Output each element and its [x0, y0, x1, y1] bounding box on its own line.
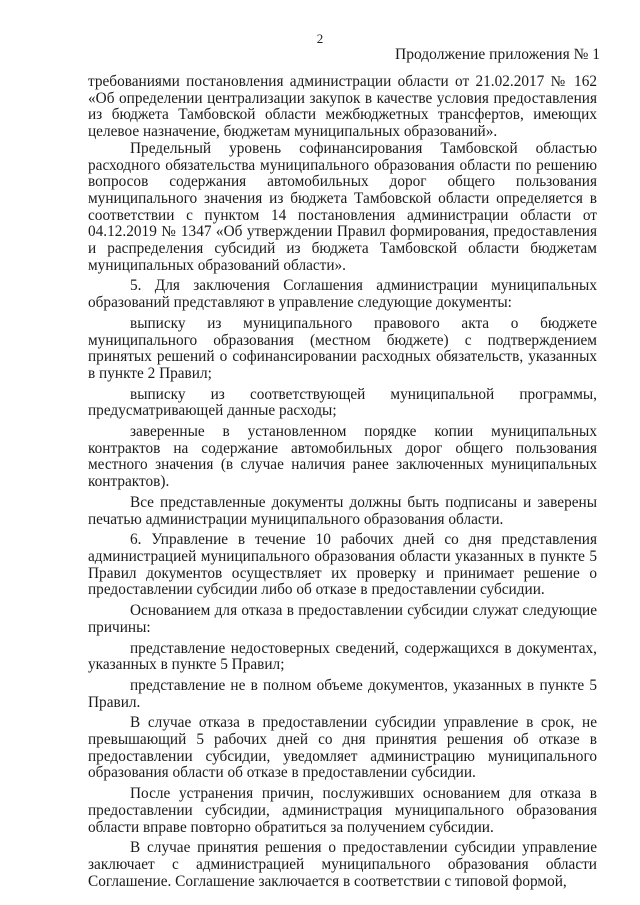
paragraph: Все представленные документы должны быть подписаны и заверены печатью администрации муниципального образования области. [88, 493, 597, 528]
page-number: 2 [316, 31, 324, 46]
paragraph: 6. Управление в течение 10 рабочих дней со дня представления администрацией муниципального образования области указанных в пункте 5 Правил документов осуществляет их проверку и принимает решение о предоставлении субсидии либо об отказе в предоставлении субсидии. [88, 531, 597, 599]
paragraph: требованиями постановления администрации области от 21.02.2017 № 162 «Об определении централизации закупок в качестве условия предоставления из бюджета Тамбовской области межбюджетных трансфертов, имеющих целевое назначение, бюджетам муниципальных образований». [88, 73, 597, 141]
paragraph: В случае принятия решения о предоставлении субсидии управление заключает с администрацией муниципального образования области Соглашение. Соглашение заключается в соответствии с типовой формой, [88, 839, 597, 890]
paragraph: После устранения причин, послуживших основанием для отказа в предоставлении субсидии, администрация муниципального образования области вправе повторно обратиться за получением субсидии. [88, 785, 597, 836]
paragraph: представление не в полном объеме документов, указанных в пункте 5 Правил. [88, 676, 597, 711]
paragraph: 5. Для заключения Соглашения администрации муниципальных образований представляют в управление следующие документы: [88, 277, 597, 312]
paragraph: Предельный уровень софинансирования Тамбовской областью расходного обязательства муниципального образования области по решению вопросов содержания автомобильных дорог общего пользования муниципального значения из бюджета Тамбовской области определяется в соответствии с пунктом 14 постановления администрации области от 04.12.2019 № 1347 «Об утверждении Правил формирования, предоставления и распределения субсидий из бюджета Тамбовской области бюджетам муниципальных образований области». [88, 139, 597, 274]
paragraph: Основанием для отказа в предоставлении субсидии служат следующие причины: [88, 602, 597, 636]
paragraph: В случае отказа в предоставлении субсидии управление в срок, не превышающий 5 рабочих дней со дня принятия решения об отказе в предоставлении субсидии, уведомляет администрацию муниципального образования области об отказе в предоставлении субсидии. [88, 714, 597, 782]
paragraph: выписку из муниципального правового акта о бюджете муниципального образования (местном бюджете) с подтверждением принятых решений о софинансировании расходных обязательств, указанных в пункте 2 Правил; [88, 314, 597, 382]
paragraph: представление недостоверных сведений, содержащихся в документах, указанных в пункте 5 Правил; [88, 639, 597, 674]
document-body [88, 74, 597, 890]
paragraph: заверенные в установленном порядке копии муниципальных контрактов на содержание автомобильных дорог общего пользования местного значения (в случае наличия ранее заключенных муниципальных контрактов). [88, 423, 597, 491]
paragraph: выписку из соответствующей муниципальной программы, предусматривающей данные расходы; [88, 385, 597, 420]
appendix-header: Продолжение приложения № 1 [395, 46, 600, 63]
